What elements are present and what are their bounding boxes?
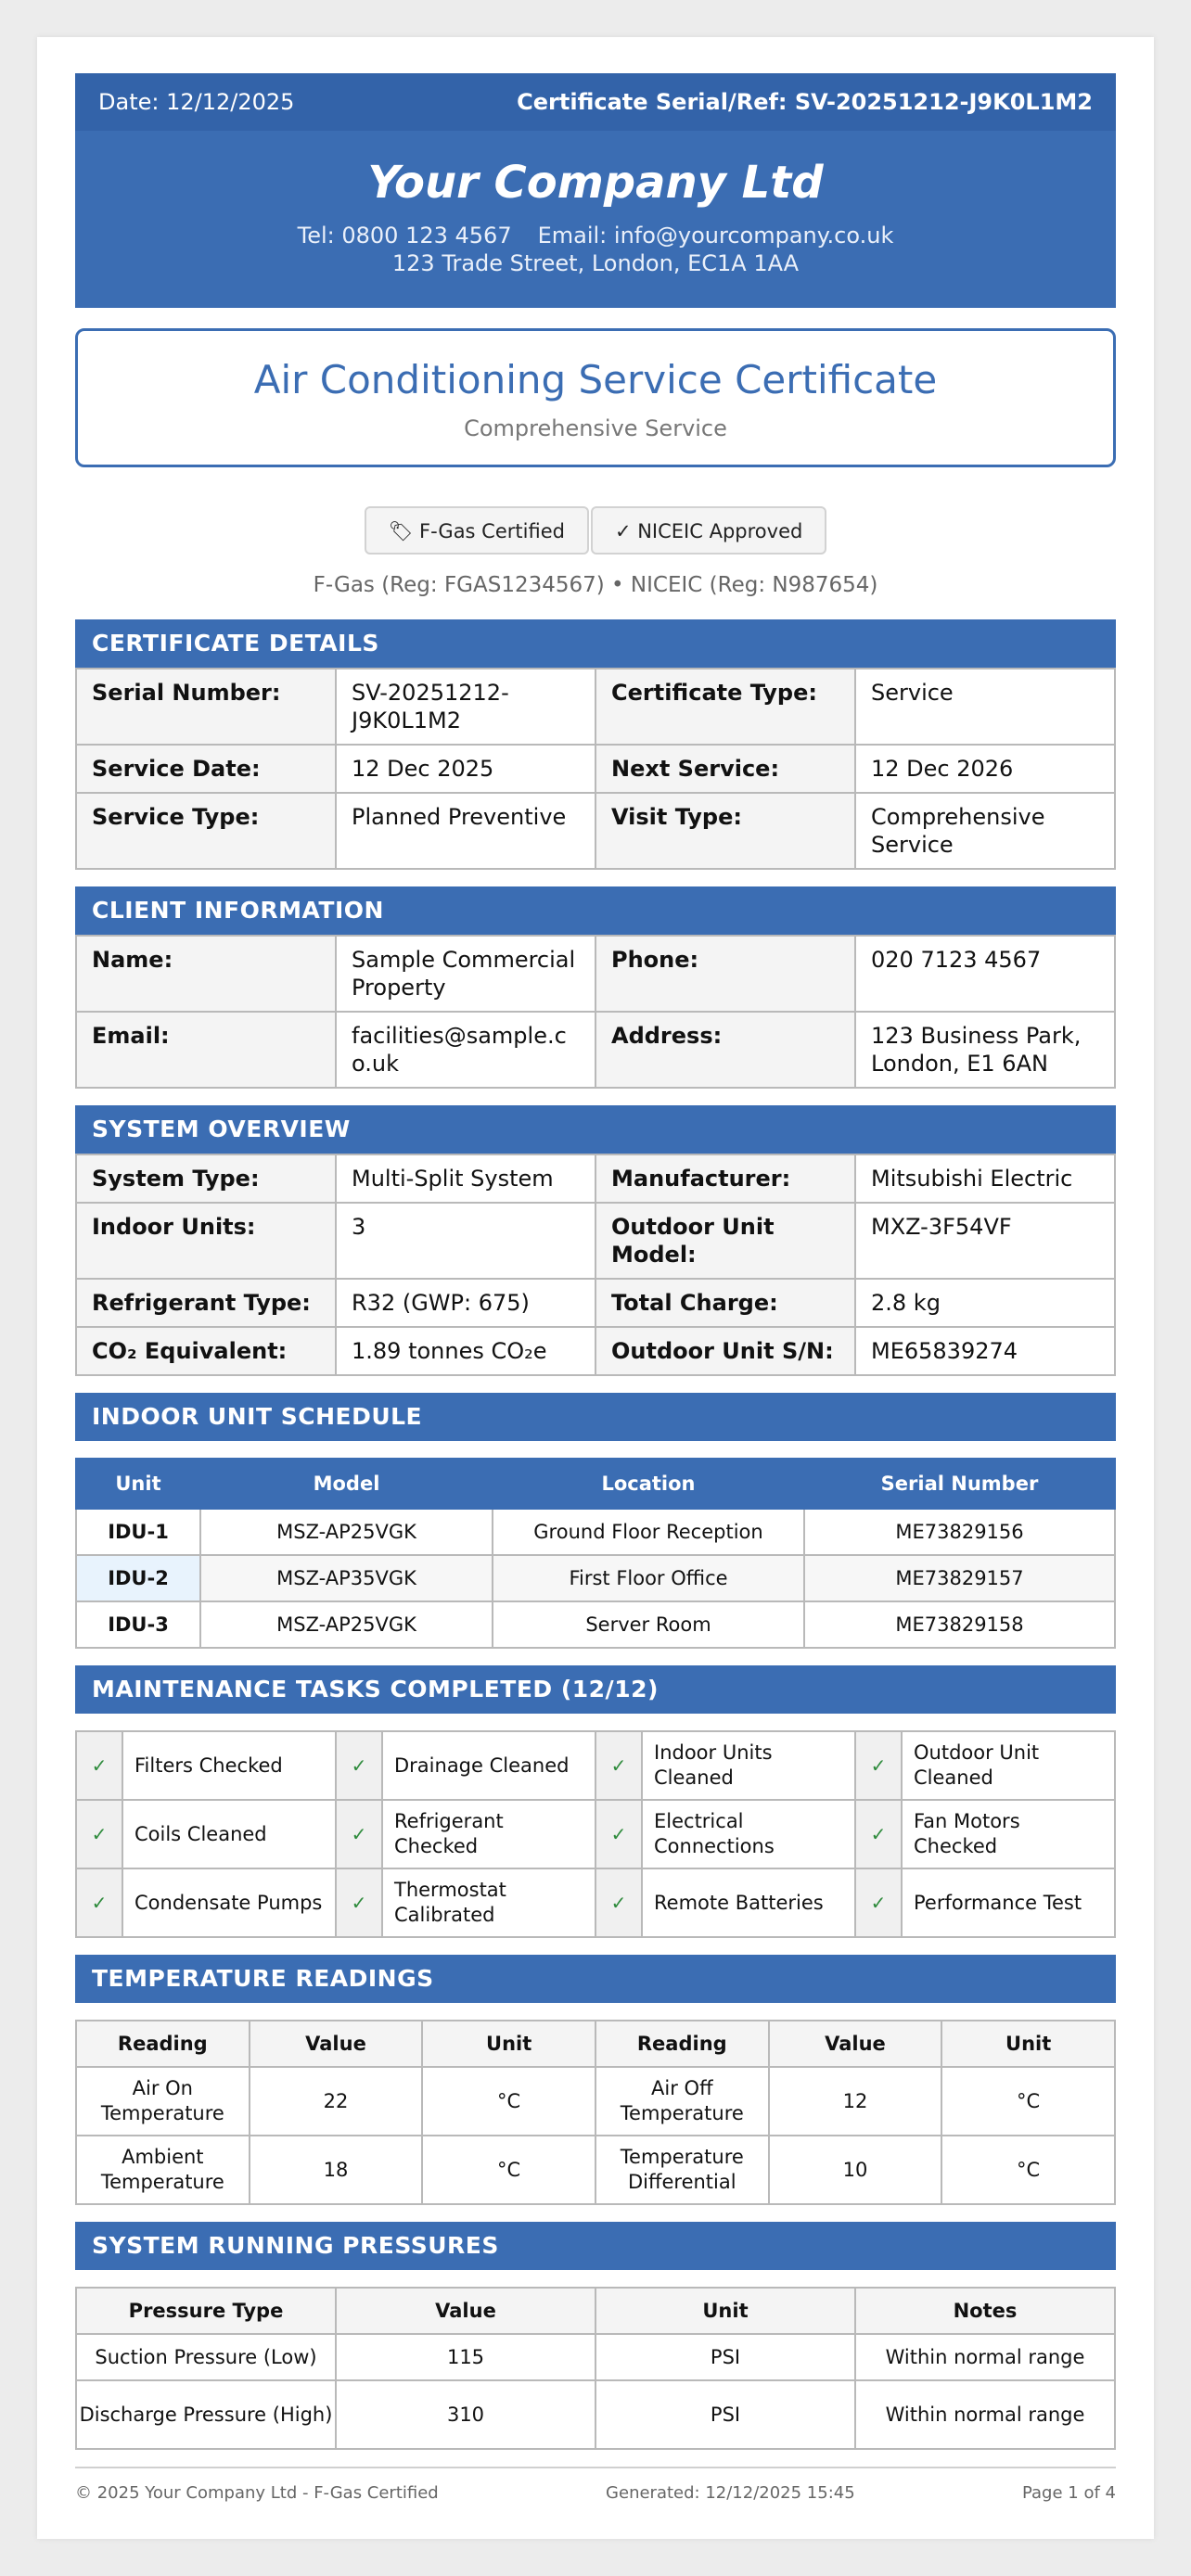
company-contact bbox=[75, 222, 1116, 277]
table-row bbox=[76, 2136, 1115, 2204]
field-label: CO₂ Equivalent: bbox=[76, 1327, 336, 1375]
company-header bbox=[75, 73, 1116, 308]
task-label: Coils Cleaned bbox=[122, 1800, 336, 1868]
system-pressures-section bbox=[75, 2222, 1116, 2450]
header-top-bar bbox=[75, 73, 1116, 131]
check-icon: ✓ bbox=[76, 1868, 122, 1937]
field-value: SV-20251212-J9K0L1M2 bbox=[336, 669, 596, 745]
field-label: Next Service: bbox=[596, 745, 855, 793]
task-label: Performance Test bbox=[902, 1868, 1115, 1937]
check-icon: ✓ bbox=[336, 1731, 382, 1800]
column-header: Unit bbox=[596, 2288, 855, 2334]
field-value: 3 bbox=[336, 1203, 596, 1279]
column-header: Reading bbox=[596, 2021, 769, 2067]
company-name: Your Company Ltd bbox=[367, 157, 824, 209]
check-icon: ✓ bbox=[596, 1800, 642, 1868]
pressure-type: Discharge Pressure (High) bbox=[76, 2380, 336, 2449]
check-icon: ✓ bbox=[76, 1800, 122, 1868]
field-label: Phone: bbox=[596, 936, 855, 1012]
table-row bbox=[76, 1012, 1115, 1088]
certificate-content bbox=[75, 73, 1116, 2450]
indoor-unit-schedule-section bbox=[75, 1393, 1116, 1649]
field-label: Email: bbox=[76, 1012, 336, 1088]
reading-value: 18 bbox=[250, 2136, 423, 2204]
section-heading: CERTIFICATE DETAILS bbox=[75, 619, 1116, 668]
reading-unit: °C bbox=[422, 2136, 596, 2204]
field-label: Total Charge: bbox=[596, 1279, 855, 1327]
certificate-title: Air Conditioning Service Certificate bbox=[253, 357, 938, 402]
column-header: Unit bbox=[76, 1459, 200, 1509]
field-label: Address: bbox=[596, 1012, 855, 1088]
check-icon: ✓ bbox=[336, 1868, 382, 1937]
task-label: Refrigerant Checked bbox=[382, 1800, 596, 1868]
field-label: Manufacturer: bbox=[596, 1154, 855, 1203]
system-overview-section bbox=[75, 1105, 1116, 1376]
check-icon: ✓ bbox=[336, 1800, 382, 1868]
table-row bbox=[76, 1327, 1115, 1375]
column-header: Model bbox=[200, 1459, 493, 1509]
reading-unit: °C bbox=[941, 2067, 1115, 2136]
field-value: R32 (GWP: 675) bbox=[336, 1279, 596, 1327]
unit-id: IDU-2 bbox=[76, 1555, 200, 1601]
table-row bbox=[76, 1203, 1115, 1279]
unit-model: MSZ-AP25VGK bbox=[200, 1509, 493, 1555]
pressure-type: Suction Pressure (Low) bbox=[76, 2334, 336, 2380]
check-icon: ✓ bbox=[855, 1868, 902, 1937]
pressure-unit: PSI bbox=[596, 2380, 855, 2449]
unit-serial: ME73829158 bbox=[804, 1601, 1115, 1648]
field-label: Outdoor Unit Model: bbox=[596, 1203, 855, 1279]
task-label: Filters Checked bbox=[122, 1731, 336, 1800]
check-icon: ✓ bbox=[76, 1731, 122, 1800]
unit-model: MSZ-AP35VGK bbox=[200, 1555, 493, 1601]
task-label: Thermostat Calibrated bbox=[382, 1868, 596, 1937]
reading-value: 12 bbox=[769, 2067, 942, 2136]
table-row bbox=[76, 1601, 1115, 1648]
field-value: Planned Preventive bbox=[336, 793, 596, 869]
check-icon: ✓ bbox=[855, 1800, 902, 1868]
task-label: Electrical Connections bbox=[642, 1800, 855, 1868]
section-heading: SYSTEM RUNNING PRESSURES bbox=[75, 2222, 1116, 2270]
section-heading: TEMPERATURE READINGS bbox=[75, 1955, 1116, 2003]
task-label: Drainage Cleaned bbox=[382, 1731, 596, 1800]
certificate-details-table bbox=[75, 668, 1116, 870]
reading-name: Air On Temperature bbox=[76, 2067, 250, 2136]
niceic-badge: ✓ NICEIC Approved bbox=[591, 506, 826, 555]
field-value: 020 7123 4567 bbox=[855, 936, 1115, 1012]
reading-name: Temperature Differential bbox=[596, 2136, 769, 2204]
task-label: Outdoor Unit Cleaned bbox=[902, 1731, 1115, 1800]
column-header: Serial Number bbox=[804, 1459, 1115, 1509]
unit-location: First Floor Office bbox=[493, 1555, 804, 1601]
field-label: Refrigerant Type: bbox=[76, 1279, 336, 1327]
certificate-title-box bbox=[75, 328, 1116, 467]
company-tel: Tel: 0800 123 4567 bbox=[297, 223, 512, 249]
unit-location: Server Room bbox=[493, 1601, 804, 1648]
unit-model: MSZ-AP25VGK bbox=[200, 1601, 493, 1648]
field-label: Indoor Units: bbox=[76, 1203, 336, 1279]
field-value: ME65839274 bbox=[855, 1327, 1115, 1375]
field-label: Name: bbox=[76, 936, 336, 1012]
temperature-readings-section bbox=[75, 1955, 1116, 2205]
check-icon: ✓ bbox=[596, 1731, 642, 1800]
maintenance-tasks-section bbox=[75, 1665, 1116, 1938]
section-heading: SYSTEM OVERVIEW bbox=[75, 1105, 1116, 1154]
certificate-details-section bbox=[75, 619, 1116, 870]
field-value: Sample Commercial Property bbox=[336, 936, 596, 1012]
field-value: MXZ-3F54VF bbox=[855, 1203, 1115, 1279]
registration-numbers: F-Gas (Reg: FGAS1234567) • NICEIC (Reg: N987654) bbox=[313, 573, 878, 597]
page-footer bbox=[75, 2467, 1116, 2503]
table-row bbox=[76, 1509, 1115, 1555]
field-value: Service bbox=[855, 669, 1115, 745]
check-icon: ✓ bbox=[855, 1731, 902, 1800]
task-label: Indoor Units Cleaned bbox=[642, 1731, 855, 1800]
section-heading: INDOOR UNIT SCHEDULE bbox=[75, 1393, 1116, 1441]
unit-id: IDU-1 bbox=[76, 1509, 200, 1555]
unit-location: Ground Floor Reception bbox=[493, 1509, 804, 1555]
table-row bbox=[76, 1555, 1115, 1601]
maintenance-tasks-table bbox=[75, 1730, 1116, 1938]
pressure-notes: Within normal range bbox=[855, 2380, 1115, 2449]
table-row bbox=[76, 2380, 1115, 2449]
field-label: Visit Type: bbox=[596, 793, 855, 869]
column-header: Location bbox=[493, 1459, 804, 1509]
accreditation-badges bbox=[75, 506, 1116, 555]
certificate-ref: Certificate Serial/Ref: SV-20251212-J9K0L1M2 bbox=[517, 89, 1093, 115]
table-row bbox=[76, 1154, 1115, 1203]
reading-unit: °C bbox=[422, 2067, 596, 2136]
pressure-notes: Within normal range bbox=[855, 2334, 1115, 2380]
field-label: Certificate Type: bbox=[596, 669, 855, 745]
field-label: Service Type: bbox=[76, 793, 336, 869]
task-label: Remote Batteries bbox=[642, 1868, 855, 1937]
footer-copyright: © 2025 Your Company Ltd - F-Gas Certified bbox=[75, 2483, 439, 2503]
field-label: System Type: bbox=[76, 1154, 336, 1203]
certificate-page bbox=[37, 37, 1154, 2539]
footer-generated: Generated: 12/12/2025 15:45 bbox=[606, 2483, 855, 2503]
field-value: 12 Dec 2026 bbox=[855, 745, 1115, 793]
table-row bbox=[76, 2067, 1115, 2136]
column-header: Notes bbox=[855, 2288, 1115, 2334]
table-header-row bbox=[76, 2021, 1115, 2067]
field-value: 12 Dec 2025 bbox=[336, 745, 596, 793]
unit-id: IDU-3 bbox=[76, 1601, 200, 1648]
field-label: Outdoor Unit S/N: bbox=[596, 1327, 855, 1375]
table-row bbox=[76, 1868, 1115, 1937]
reading-value: 10 bbox=[769, 2136, 942, 2204]
field-value: Comprehensive Service bbox=[855, 793, 1115, 869]
column-header: Reading bbox=[76, 2021, 250, 2067]
column-header: Pressure Type bbox=[76, 2288, 336, 2334]
reading-value: 22 bbox=[250, 2067, 423, 2136]
indoor-unit-table bbox=[75, 1458, 1116, 1649]
table-row bbox=[76, 936, 1115, 1012]
client-information-section bbox=[75, 886, 1116, 1089]
table-row bbox=[76, 2334, 1115, 2380]
section-heading: CLIENT INFORMATION bbox=[75, 886, 1116, 935]
table-row bbox=[76, 745, 1115, 793]
system-overview-table bbox=[75, 1154, 1116, 1376]
section-heading: MAINTENANCE TASKS COMPLETED (12/12) bbox=[75, 1665, 1116, 1714]
unit-serial: ME73829156 bbox=[804, 1509, 1115, 1555]
task-label: Fan Motors Checked bbox=[902, 1800, 1115, 1868]
table-row bbox=[76, 1800, 1115, 1868]
field-value: 1.89 tonnes CO₂e bbox=[336, 1327, 596, 1375]
reading-name: Air Off Temperature bbox=[596, 2067, 769, 2136]
pressures-table bbox=[75, 2287, 1116, 2450]
field-value: 123 Business Park, London, E1 6AN bbox=[855, 1012, 1115, 1088]
column-header: Value bbox=[769, 2021, 942, 2067]
pressure-unit: PSI bbox=[596, 2334, 855, 2380]
fgas-badge: 🏷 F-Gas Certified bbox=[365, 506, 589, 555]
check-icon: ✓ bbox=[596, 1868, 642, 1937]
field-value: facilities@sample.co.uk bbox=[336, 1012, 596, 1088]
field-label: Service Date: bbox=[76, 745, 336, 793]
field-value: 2.8 kg bbox=[855, 1279, 1115, 1327]
column-header: Unit bbox=[422, 2021, 596, 2067]
reading-name: Ambient Temperature bbox=[76, 2136, 250, 2204]
pressure-value: 310 bbox=[336, 2380, 596, 2449]
certificate-date: Date: 12/12/2025 bbox=[98, 89, 295, 115]
temperature-table bbox=[75, 2020, 1116, 2205]
client-information-table bbox=[75, 935, 1116, 1089]
field-value: Mitsubishi Electric bbox=[855, 1154, 1115, 1203]
unit-serial: ME73829157 bbox=[804, 1555, 1115, 1601]
table-header-row bbox=[76, 1459, 1115, 1509]
certificate-subtitle: Comprehensive Service bbox=[464, 415, 727, 441]
table-row bbox=[76, 1279, 1115, 1327]
table-header-row bbox=[76, 2288, 1115, 2334]
column-header: Unit bbox=[941, 2021, 1115, 2067]
task-label: Condensate Pumps bbox=[122, 1868, 336, 1937]
footer-page-number: Page 1 of 4 bbox=[1021, 2483, 1116, 2503]
company-email: Email: info@yourcompany.co.uk bbox=[537, 223, 894, 249]
table-row bbox=[76, 1731, 1115, 1800]
column-header: Value bbox=[250, 2021, 423, 2067]
field-value: Multi-Split System bbox=[336, 1154, 596, 1203]
column-header: Value bbox=[336, 2288, 596, 2334]
table-row bbox=[76, 669, 1115, 745]
reading-unit: °C bbox=[941, 2136, 1115, 2204]
field-label: Serial Number: bbox=[76, 669, 336, 745]
pressure-value: 115 bbox=[336, 2334, 596, 2380]
company-address: 123 Trade Street, London, EC1A 1AA bbox=[391, 250, 800, 276]
table-row bbox=[76, 793, 1115, 869]
